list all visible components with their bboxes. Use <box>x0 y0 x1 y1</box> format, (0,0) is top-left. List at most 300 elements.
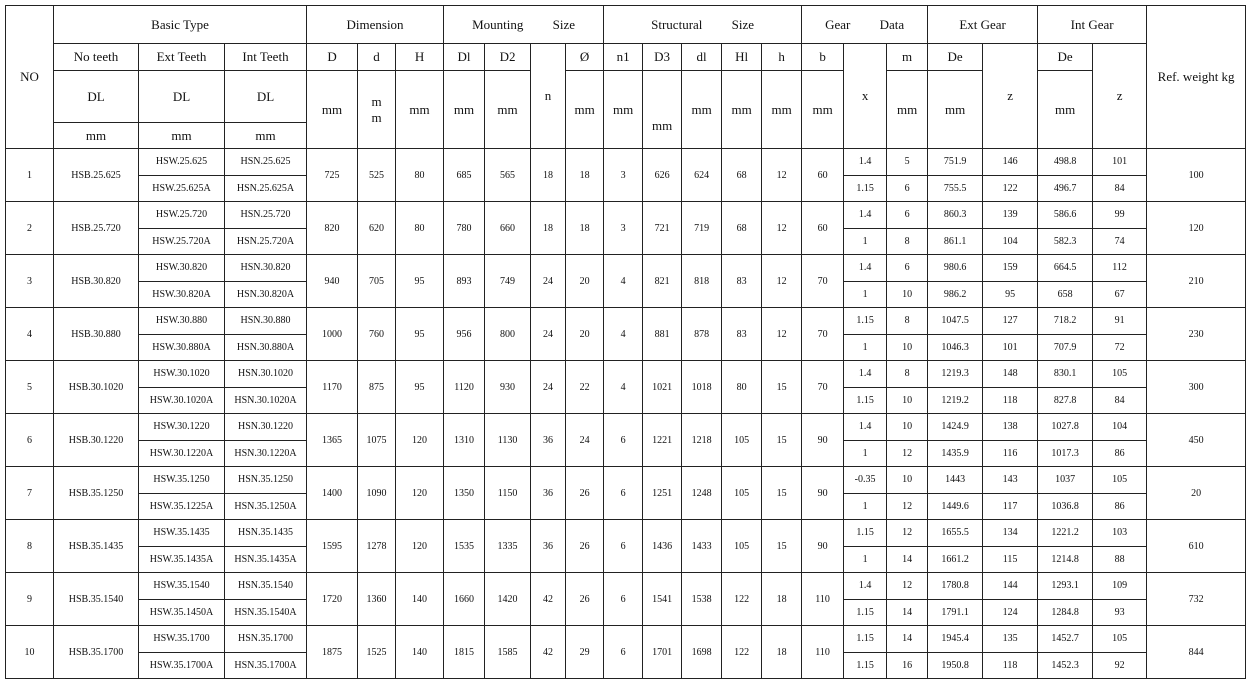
ext-gear-de-cell: 1661.2 <box>928 546 983 573</box>
col-D1-cell: 1120 <box>444 361 485 414</box>
col-b-cell: 70 <box>802 255 844 308</box>
gear-m-cell: 12 <box>887 440 928 467</box>
int-teeth-cell: HSN.35.1700A <box>225 652 307 679</box>
int-gear-z-cell: 105 <box>1093 361 1147 388</box>
col-D3-cell: 1436 <box>643 520 682 573</box>
unit-int-de: mm <box>1038 71 1093 149</box>
gear-m-cell: 10 <box>887 467 928 494</box>
int-gear-z-cell: 104 <box>1093 414 1147 441</box>
ref-weight-cell: 610 <box>1147 520 1246 573</box>
no-teeth-header: No teeth <box>54 44 139 71</box>
table-row <box>6 520 1246 547</box>
col-h-cell: 15 <box>762 361 802 414</box>
ext-gear-z-cell: 118 <box>983 652 1038 679</box>
col-h-cell: 12 <box>762 308 802 361</box>
int-gear-de-cell: 1017.3 <box>1038 440 1093 467</box>
ext-teeth-cell: HSW.35.1435 <box>139 520 225 547</box>
gear-x-cell: 1.4 <box>844 573 887 600</box>
col-D2-cell: 1335 <box>485 520 531 573</box>
ext-gear-z-cell: 144 <box>983 573 1038 600</box>
unit-H: mm <box>396 71 444 149</box>
gear-m-cell: 8 <box>887 308 928 335</box>
int-teeth-cell: HSN.30.1020A <box>225 387 307 414</box>
gear-x-cell: 1.15 <box>844 520 887 547</box>
int-teeth-dl: DL <box>225 71 307 123</box>
col-h-cell: 15 <box>762 414 802 467</box>
col-n-header: n <box>531 44 566 149</box>
ext-gear-de-cell: 1791.1 <box>928 599 983 626</box>
int-gear-de-cell: 498.8 <box>1038 149 1093 176</box>
int-teeth-cell: HSN.30.820A <box>225 281 307 308</box>
ext-teeth-header: Ext Teeth <box>139 44 225 71</box>
gear-m-cell: 6 <box>887 202 928 229</box>
col-n1-cell: 3 <box>604 149 643 202</box>
col-h-cell: 15 <box>762 467 802 520</box>
int-teeth-cell: HSN.30.820 <box>225 255 307 282</box>
int-gear-de-cell: 582.3 <box>1038 228 1093 255</box>
basic-type-cell: HSB.30.880 <box>54 308 139 361</box>
col-D2-cell: 800 <box>485 308 531 361</box>
col-h-cell: 12 <box>762 149 802 202</box>
table-row <box>6 573 1246 600</box>
ref-weight-cell: 210 <box>1147 255 1246 308</box>
int-gear-z-cell: 88 <box>1093 546 1147 573</box>
col-n1-header: n1 <box>604 44 643 71</box>
int-gear-de-cell: 830.1 <box>1038 361 1093 388</box>
basic-type-cell: HSB.35.1435 <box>54 520 139 573</box>
int-gear-z-cell: 91 <box>1093 308 1147 335</box>
col-H-cell: 140 <box>396 626 444 679</box>
col-phi-cell: 18 <box>566 149 604 202</box>
col-D1-cell: 1350 <box>444 467 485 520</box>
col-H-cell: 120 <box>396 467 444 520</box>
ext-gear-z-cell: 135 <box>983 626 1038 653</box>
int-teeth-mm: mm <box>225 123 307 149</box>
col-D1-cell: 780 <box>444 202 485 255</box>
col-b-cell: 110 <box>802 626 844 679</box>
col-D3-cell: 881 <box>643 308 682 361</box>
ext-gear-de-cell: 1435.9 <box>928 440 983 467</box>
spec-table-container <box>5 5 1245 679</box>
gear-x-cell: 1 <box>844 334 887 361</box>
int-gear-de-cell: 1037 <box>1038 467 1093 494</box>
col-D1-cell: 893 <box>444 255 485 308</box>
int-teeth-cell: HSN.35.1250A <box>225 493 307 520</box>
col-D-cell: 1875 <box>307 626 358 679</box>
table-row <box>6 361 1246 388</box>
col-H-cell: 80 <box>396 202 444 255</box>
ext-gear-de-cell: 1424.9 <box>928 414 983 441</box>
col-n1-cell: 4 <box>604 308 643 361</box>
ext-teeth-cell: HSW.30.880 <box>139 308 225 335</box>
col-H1-cell: 122 <box>722 573 762 626</box>
int-teeth-cell: HSN.35.1250 <box>225 467 307 494</box>
int-gear-z-cell: 105 <box>1093 467 1147 494</box>
ext-gear-de-cell: 1945.4 <box>928 626 983 653</box>
col-n1-cell: 6 <box>604 520 643 573</box>
ext-teeth-cell: HSW.30.880A <box>139 334 225 361</box>
col-n-cell: 42 <box>531 573 566 626</box>
unit-h: mm <box>762 71 802 149</box>
unit-n1: mm <box>604 71 643 149</box>
gear-x-cell: -0.35 <box>844 467 887 494</box>
ext-gear-de-cell: 861.1 <box>928 228 983 255</box>
ext-teeth-cell: HSW.25.720A <box>139 228 225 255</box>
ext-gear-de-cell: 1046.3 <box>928 334 983 361</box>
col-d1-cell: 1018 <box>682 361 722 414</box>
col-d1-cell: 1698 <box>682 626 722 679</box>
ext-teeth-cell: HSW.35.1250 <box>139 467 225 494</box>
row-number-cell: 1 <box>6 149 54 202</box>
col-d1-cell: 719 <box>682 202 722 255</box>
col-phi-cell: 29 <box>566 626 604 679</box>
col-b-cell: 110 <box>802 573 844 626</box>
ext-gear-z-cell: 134 <box>983 520 1038 547</box>
col-d1-cell: 624 <box>682 149 722 202</box>
int-teeth-cell: HSN.25.625A <box>225 175 307 202</box>
table-row <box>6 626 1246 653</box>
gear-m-cell: 14 <box>887 546 928 573</box>
ext-teeth-cell: HSW.25.625A <box>139 175 225 202</box>
col-H1-cell: 68 <box>722 202 762 255</box>
unit-b: mm <box>802 71 844 149</box>
int-gear-de-cell: 1214.8 <box>1038 546 1093 573</box>
gear-m-cell: 8 <box>887 228 928 255</box>
col-d1-cell: 1433 <box>682 520 722 573</box>
col-H1-cell: 83 <box>722 255 762 308</box>
col-ext-z-header: z <box>983 44 1038 149</box>
basic-type-cell: HSB.35.1540 <box>54 573 139 626</box>
ext-gear-de-cell: 1655.5 <box>928 520 983 547</box>
int-gear-de-cell: 827.8 <box>1038 387 1093 414</box>
gear-x-cell: 1.4 <box>844 361 887 388</box>
header-row-units <box>6 71 1246 123</box>
gear-m-cell: 8 <box>887 361 928 388</box>
gear-x-cell: 1 <box>844 546 887 573</box>
col-D3-header: D3 <box>643 44 682 71</box>
basic-type-cell: HSB.25.720 <box>54 202 139 255</box>
ext-teeth-cell: HSW.30.1220 <box>139 414 225 441</box>
col-d-cell: 875 <box>358 361 396 414</box>
int-teeth-cell: HSN.35.1435A <box>225 546 307 573</box>
table-row <box>6 149 1246 176</box>
col-d1-cell: 878 <box>682 308 722 361</box>
ref-weight-cell: 844 <box>1147 626 1246 679</box>
int-gear-de-cell: 707.9 <box>1038 334 1093 361</box>
int-gear-de-cell: 1221.2 <box>1038 520 1093 547</box>
col-H1-cell: 105 <box>722 414 762 467</box>
int-gear-de-cell: 1452.3 <box>1038 652 1093 679</box>
ref-weight-cell: 300 <box>1147 361 1246 414</box>
ext-gear-z-cell: 122 <box>983 175 1038 202</box>
col-int-z-header: z <box>1093 44 1147 149</box>
int-gear-z-cell: 92 <box>1093 652 1147 679</box>
table-row <box>6 308 1246 335</box>
ext-gear-de-cell: 1047.5 <box>928 308 983 335</box>
int-teeth-cell: HSN.30.1020 <box>225 361 307 388</box>
col-ext-de-header: De <box>928 44 983 71</box>
col-H-cell: 95 <box>396 308 444 361</box>
col-b-cell: 90 <box>802 520 844 573</box>
table-row <box>6 255 1246 282</box>
col-h-cell: 12 <box>762 202 802 255</box>
col-b-cell: 90 <box>802 467 844 520</box>
col-n1-cell: 4 <box>604 361 643 414</box>
col-phi-cell: 24 <box>566 414 604 467</box>
col-D1-cell: 1660 <box>444 573 485 626</box>
col-D1-cell: 1535 <box>444 520 485 573</box>
col-D1-cell: 1815 <box>444 626 485 679</box>
int-gear-de-cell: 1452.7 <box>1038 626 1093 653</box>
int-gear-z-cell: 86 <box>1093 440 1147 467</box>
basic-type-cell: HSB.25.625 <box>54 149 139 202</box>
int-gear-z-cell: 109 <box>1093 573 1147 600</box>
int-gear-de-cell: 586.6 <box>1038 202 1093 229</box>
gear-m-cell: 5 <box>887 149 928 176</box>
col-n1-cell: 6 <box>604 414 643 467</box>
ext-teeth-cell: HSW.30.1020 <box>139 361 225 388</box>
gear-m-cell: 12 <box>887 520 928 547</box>
gear-x-cell: 1 <box>844 440 887 467</box>
unit-H1: mm <box>722 71 762 149</box>
col-D3-cell: 821 <box>643 255 682 308</box>
unit-D: mm <box>307 71 358 149</box>
int-gear-de-cell: 664.5 <box>1038 255 1093 282</box>
ref-weight-cell: 120 <box>1147 202 1246 255</box>
int-gear-de-cell: 718.2 <box>1038 308 1093 335</box>
col-h-cell: 18 <box>762 626 802 679</box>
col-H-cell: 120 <box>396 520 444 573</box>
col-H-cell: 120 <box>396 414 444 467</box>
col-D-cell: 1400 <box>307 467 358 520</box>
ext-gear-z-cell: 118 <box>983 387 1038 414</box>
gear-x-cell: 1.15 <box>844 652 887 679</box>
int-gear-z-cell: 103 <box>1093 520 1147 547</box>
table-row <box>6 414 1246 441</box>
ext-gear-z-cell: 117 <box>983 493 1038 520</box>
col-D2-cell: 565 <box>485 149 531 202</box>
spec-table-body <box>6 149 1246 679</box>
ext-gear-de-cell: 986.2 <box>928 281 983 308</box>
int-gear-z-cell: 67 <box>1093 281 1147 308</box>
gear-x-cell: 1.4 <box>844 202 887 229</box>
gear-x-cell: 1.4 <box>844 149 887 176</box>
col-n1-cell: 6 <box>604 573 643 626</box>
unit-d1: mm <box>682 71 722 149</box>
col-d1-header: dl <box>682 44 722 71</box>
ref-weight-cell: 100 <box>1147 149 1246 202</box>
unit-phi: mm <box>566 71 604 149</box>
col-b-cell: 70 <box>802 308 844 361</box>
ext-gear-de-cell: 1449.6 <box>928 493 983 520</box>
col-D-cell: 820 <box>307 202 358 255</box>
col-H-cell: 95 <box>396 361 444 414</box>
col-h-cell: 15 <box>762 520 802 573</box>
gear-x-cell: 1.4 <box>844 414 887 441</box>
slewing-bearing-spec-table <box>5 5 1246 679</box>
col-D2-cell: 1130 <box>485 414 531 467</box>
unit-D3: mm <box>643 71 682 149</box>
gear-x-cell: 1 <box>844 493 887 520</box>
col-d-cell: 1278 <box>358 520 396 573</box>
col-D3-cell: 1701 <box>643 626 682 679</box>
gear-m-cell: 10 <box>887 334 928 361</box>
int-teeth-cell: HSN.25.720A <box>225 228 307 255</box>
col-D1-cell: 956 <box>444 308 485 361</box>
col-phi-cell: 20 <box>566 308 604 361</box>
col-phi-cell: 26 <box>566 467 604 520</box>
ext-gear-z-cell: 148 <box>983 361 1038 388</box>
col-b-header: b <box>802 44 844 71</box>
int-teeth-cell: HSN.30.880 <box>225 308 307 335</box>
gear-m-cell: 6 <box>887 175 928 202</box>
int-gear-z-cell: 74 <box>1093 228 1147 255</box>
col-n-cell: 24 <box>531 255 566 308</box>
int-gear-z-cell: 84 <box>1093 387 1147 414</box>
ext-teeth-cell: HSW.35.1700A <box>139 652 225 679</box>
basic-type-cell: HSB.30.820 <box>54 255 139 308</box>
col-phi-cell: 26 <box>566 520 604 573</box>
col-D3-cell: 1221 <box>643 414 682 467</box>
col-n1-cell: 6 <box>604 467 643 520</box>
col-D3-cell: 1251 <box>643 467 682 520</box>
int-gear-de-cell: 496.7 <box>1038 175 1093 202</box>
header-row-symbols <box>6 44 1246 71</box>
ref-weight-header: Ref. weight kg <box>1147 6 1246 149</box>
dimension-header: Dimension <box>307 6 444 44</box>
col-D1-cell: 1310 <box>444 414 485 467</box>
ref-weight-cell: 450 <box>1147 414 1246 467</box>
ext-gear-z-cell: 104 <box>983 228 1038 255</box>
ext-gear-z-cell: 139 <box>983 202 1038 229</box>
col-n-cell: 36 <box>531 414 566 467</box>
row-number-cell: 9 <box>6 573 54 626</box>
col-D-cell: 1720 <box>307 573 358 626</box>
table-row <box>6 467 1246 494</box>
col-H1-cell: 122 <box>722 626 762 679</box>
ext-teeth-cell: HSW.25.625 <box>139 149 225 176</box>
header-row-groups <box>6 6 1246 44</box>
ext-teeth-cell: HSW.35.1450A <box>139 599 225 626</box>
unit-d <box>358 71 396 149</box>
col-b-cell: 60 <box>802 149 844 202</box>
ext-gear-z-cell: 95 <box>983 281 1038 308</box>
gear-m-cell: 6 <box>887 255 928 282</box>
col-h-header: h <box>762 44 802 71</box>
row-number-cell: 6 <box>6 414 54 467</box>
row-number-cell: 2 <box>6 202 54 255</box>
int-teeth-header: Int Teeth <box>225 44 307 71</box>
gear-x-cell: 1.15 <box>844 175 887 202</box>
col-d1-cell: 1538 <box>682 573 722 626</box>
ext-gear-z-cell: 138 <box>983 414 1038 441</box>
col-D2-cell: 1585 <box>485 626 531 679</box>
col-phi-cell: 26 <box>566 573 604 626</box>
ext-gear-de-cell: 1443 <box>928 467 983 494</box>
col-d-header: d <box>358 44 396 71</box>
col-d1-cell: 1218 <box>682 414 722 467</box>
col-D-cell: 940 <box>307 255 358 308</box>
col-d-cell: 705 <box>358 255 396 308</box>
col-n-cell: 36 <box>531 520 566 573</box>
int-gear-z-cell: 112 <box>1093 255 1147 282</box>
col-D3-cell: 1541 <box>643 573 682 626</box>
ext-gear-de-cell: 1780.8 <box>928 573 983 600</box>
int-gear-de-cell: 1027.8 <box>1038 414 1093 441</box>
ext-gear-z-cell: 124 <box>983 599 1038 626</box>
basic-type-cell: HSB.30.1020 <box>54 361 139 414</box>
ref-weight-cell: 230 <box>1147 308 1246 361</box>
int-gear-z-cell: 93 <box>1093 599 1147 626</box>
gear-x-cell: 1 <box>844 228 887 255</box>
no-teeth-mm: mm <box>54 123 139 149</box>
col-H1-cell: 83 <box>722 308 762 361</box>
unit-D2: mm <box>485 71 531 149</box>
basic-type-cell: HSB.35.1250 <box>54 467 139 520</box>
col-H1-cell: 105 <box>722 467 762 520</box>
gear-x-cell: 1.15 <box>844 626 887 653</box>
ext-teeth-cell: HSW.25.720 <box>139 202 225 229</box>
no-teeth-dl: DL <box>54 71 139 123</box>
col-phi-cell: 22 <box>566 361 604 414</box>
col-n1-cell: 6 <box>604 626 643 679</box>
col-D3-cell: 1021 <box>643 361 682 414</box>
int-teeth-cell: HSN.25.625 <box>225 149 307 176</box>
int-gear-z-cell: 101 <box>1093 149 1147 176</box>
ref-weight-cell: 732 <box>1147 573 1246 626</box>
ref-weight-cell: 20 <box>1147 467 1246 520</box>
unit-d-stacked: m m <box>371 93 382 125</box>
int-gear-z-cell: 84 <box>1093 175 1147 202</box>
ext-teeth-mm: mm <box>139 123 225 149</box>
col-b-cell: 70 <box>802 361 844 414</box>
col-D2-cell: 749 <box>485 255 531 308</box>
int-gear-z-cell: 99 <box>1093 202 1147 229</box>
gear-m-cell: 10 <box>887 387 928 414</box>
unit-D1: mm <box>444 71 485 149</box>
int-gear-z-cell: 105 <box>1093 626 1147 653</box>
gear-m-cell: 16 <box>887 652 928 679</box>
int-gear-de-cell: 1036.8 <box>1038 493 1093 520</box>
col-phi-cell: 18 <box>566 202 604 255</box>
int-gear-header: Int Gear <box>1038 6 1147 44</box>
gear-x-cell: 1 <box>844 281 887 308</box>
int-teeth-cell: HSN.35.1540A <box>225 599 307 626</box>
structural-size-header: Structural Size <box>604 6 802 44</box>
ext-gear-de-cell: 1219.2 <box>928 387 983 414</box>
col-D-header: D <box>307 44 358 71</box>
int-gear-de-cell: 658 <box>1038 281 1093 308</box>
unit-ext-de: mm <box>928 71 983 149</box>
col-m-header: m <box>887 44 928 71</box>
col-d1-cell: 818 <box>682 255 722 308</box>
basic-type-cell: HSB.35.1700 <box>54 626 139 679</box>
col-d1-cell: 1248 <box>682 467 722 520</box>
int-gear-de-cell: 1284.8 <box>1038 599 1093 626</box>
col-D-cell: 1000 <box>307 308 358 361</box>
gear-data-header: Gear Data <box>802 6 928 44</box>
col-n-cell: 24 <box>531 361 566 414</box>
row-number-cell: 3 <box>6 255 54 308</box>
int-gear-z-cell: 72 <box>1093 334 1147 361</box>
col-H-cell: 140 <box>396 573 444 626</box>
gear-x-cell: 1.15 <box>844 308 887 335</box>
col-D-cell: 1170 <box>307 361 358 414</box>
int-teeth-cell: HSN.35.1540 <box>225 573 307 600</box>
col-D2-cell: 660 <box>485 202 531 255</box>
col-d-cell: 1360 <box>358 573 396 626</box>
ext-gear-de-cell: 980.6 <box>928 255 983 282</box>
